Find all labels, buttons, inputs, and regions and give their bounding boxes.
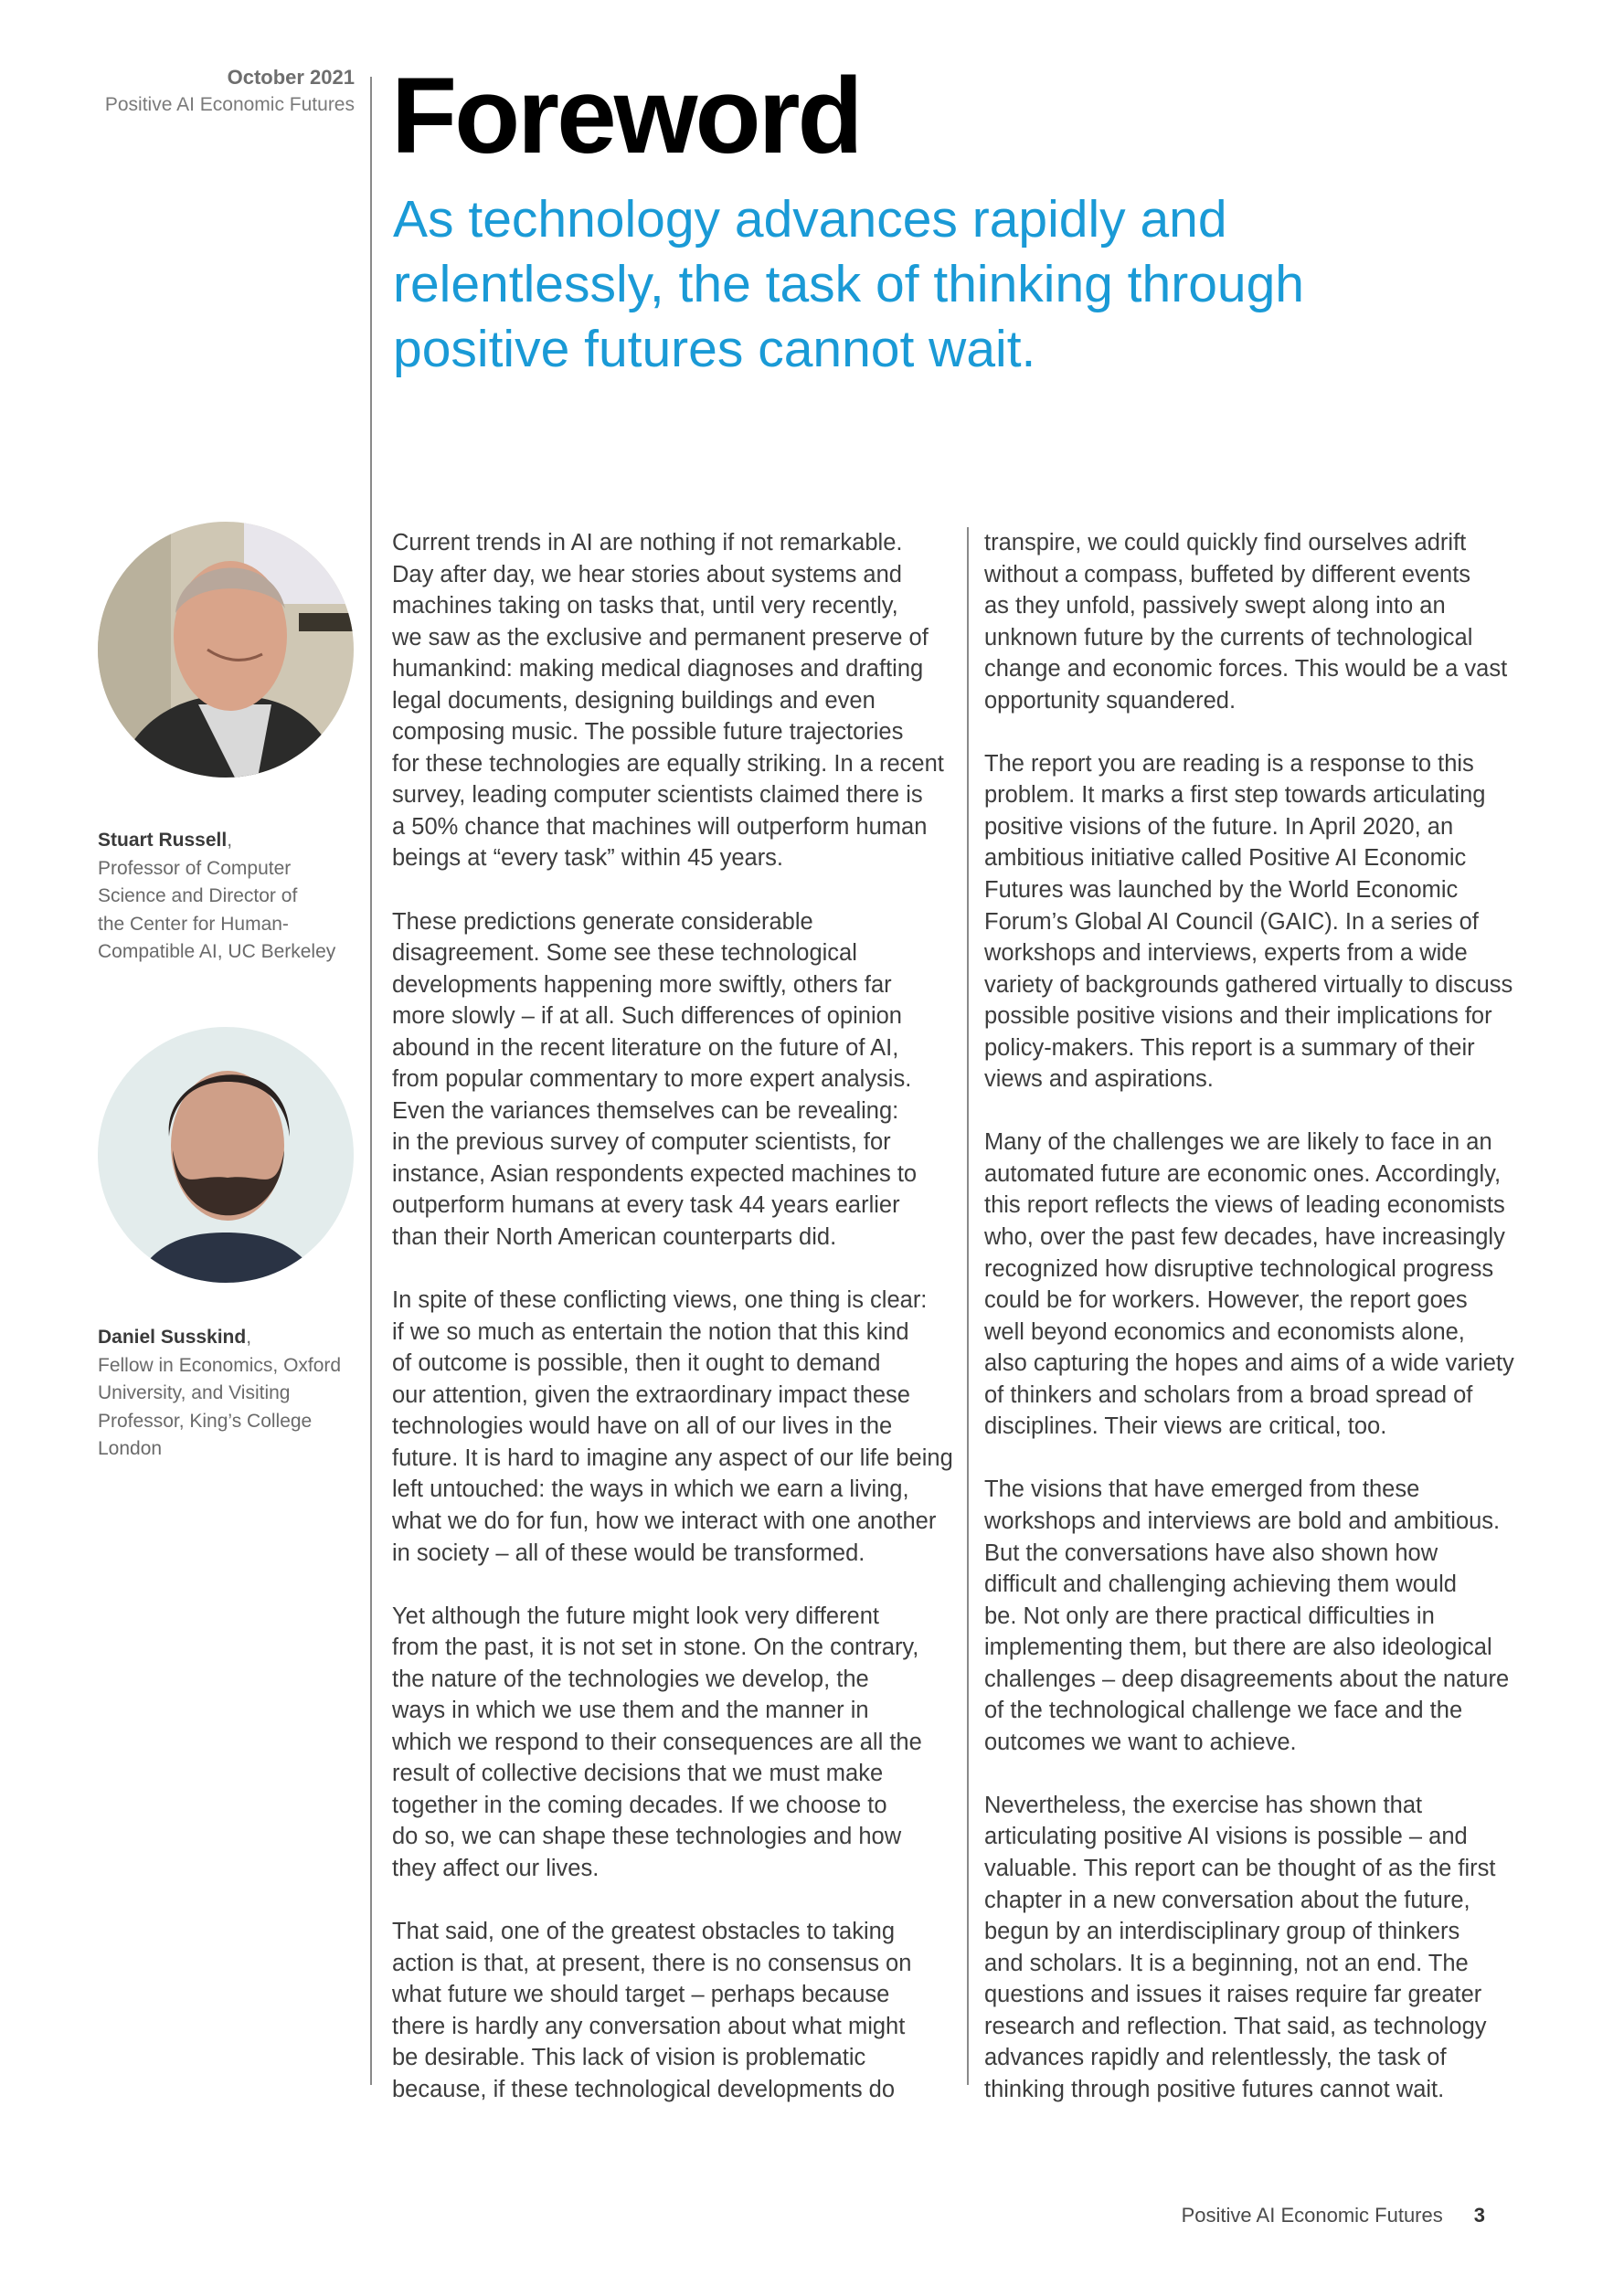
body-text-line: outcomes we want to achieve. [984, 1729, 1297, 1755]
body-text-line: of outcome is possible, then it ought to demand [392, 1350, 881, 1377]
body-text-line: ambitious initiative called Positive AI Economic [984, 845, 1467, 872]
body-text-line: from the past, it is not set in stone. On the contrary, [392, 1635, 919, 1661]
body-text-line: instance, Asian respondents expected machines to [392, 1160, 918, 1187]
body-text-line: legal documents, designing buildings and even [392, 687, 876, 714]
author-role-line: Professor of Computer [98, 857, 292, 879]
body-text-line: advances rapidly and relentlessly, the task of [984, 2045, 1447, 2071]
body-text-line: outperform humans at every task 44 years earlier [392, 1192, 900, 1219]
body-text-line: technologies would have on all of our lives in the [392, 1413, 893, 1440]
page-subtitle [393, 187, 1490, 382]
body-text-line: machines taking on tasks that, until very recently, [392, 593, 898, 619]
body-text-line: change and economic forces. This would be a vast [984, 656, 1508, 682]
body-text-line: research and reflection. That said, as technology [984, 2013, 1487, 2039]
author-caption-daniel-susskind [98, 1324, 363, 1464]
body-text-line: future. It is hard to imagine any aspect of our life being [392, 1444, 953, 1471]
body-text-line: left untouched: the ways in which we earn a living, [392, 1476, 909, 1503]
body-paragraph [984, 1474, 1560, 1758]
page-footer [1182, 2204, 1485, 2227]
name-suffix: , [246, 1327, 252, 1348]
page-title: Foreword [391, 56, 861, 176]
body-text-line: because, if these technological developments do [392, 2076, 896, 2102]
body-paragraph [392, 527, 954, 874]
body-text-line: disciplines. Their views are critical, too. [984, 1413, 1387, 1440]
body-text-line: developments happening more swiftly, others far [392, 971, 892, 998]
body-text-line: opportunity squandered. [984, 687, 1237, 714]
body-text-line: could be for workers. However, the report goes [984, 1287, 1468, 1314]
body-text-line: they affect our lives. [392, 1855, 600, 1881]
body-text-line: in society – all of these would be transformed. [392, 1539, 865, 1566]
footer-publication: Positive AI Economic Futures [1181, 2204, 1443, 2227]
body-text-line: Nevertheless, the exercise has shown that [984, 1792, 1423, 1818]
author-photo-stuart-russell [98, 522, 354, 778]
body-text-line: together in the coming decades. If we choose to [392, 1792, 887, 1818]
body-text-line: as they unfold, passively swept along into an [984, 593, 1446, 619]
body-paragraph [392, 906, 954, 1254]
body-text-line: ways in which we use them and the manner in [392, 1698, 869, 1724]
author-role-line: Fellow in Economics, Oxford [98, 1354, 342, 1376]
body-text-line: articulating positive AI visions is possible – and [984, 1824, 1468, 1850]
body-text-line: beings at “every task” within 45 years. [392, 845, 784, 872]
body-text-line: result of collective decisions that we must make [392, 1761, 884, 1787]
body-text-line: Futures was launched by the World Economic [984, 877, 1459, 904]
body-paragraph [984, 1127, 1560, 1442]
body-text-line: survey, leading computer scientists claimed there is [392, 782, 923, 809]
body-text-line: Day after day, we hear stories about systems and [392, 561, 902, 587]
body-column-right [984, 527, 1560, 2105]
body-paragraph [984, 527, 1560, 716]
body-text-line: The report you are reading is a response to this [984, 750, 1474, 777]
author-caption-stuart-russell [98, 827, 363, 967]
body-text-line: composing music. The possible future trajectories [392, 719, 904, 746]
body-text-line: we saw as the exclusive and permanent preserve of [392, 624, 929, 651]
document-meta [105, 64, 355, 119]
body-text-line: variety of backgrounds gathered virtually to discuss [984, 971, 1513, 998]
body-text-line: this report reflects the views of leading economists [984, 1192, 1505, 1219]
body-text-line: action is that, at present, there is no consensus on [392, 1950, 912, 1976]
body-text-line: also capturing the hopes and aims of a wide variety [984, 1350, 1514, 1377]
portrait-photo-icon [98, 1027, 354, 1283]
author-role-line: Compatible AI, UC Berkeley [98, 941, 336, 962]
body-text-line: who, over the past few decades, have increasingly [984, 1224, 1505, 1251]
body-text-line: These predictions generate considerable [392, 908, 813, 935]
body-text-line: begun by an interdisciplinary group of thinkers [984, 1919, 1460, 1945]
body-paragraph [984, 1790, 1560, 2105]
body-text-line: policy-makers. This report is a summary of their [984, 1034, 1475, 1061]
author-role-line: University, and Visiting [98, 1382, 291, 1403]
body-paragraph [392, 1916, 954, 2105]
body-text-line: be. Not only are there practical difficulties in [984, 1603, 1435, 1629]
body-paragraph [392, 1601, 954, 1885]
report-date: October 2021 [227, 66, 355, 89]
body-text-line: workshops and interviews, experts from a wide [984, 940, 1468, 967]
body-text-line: unknown future by the currents of technological [984, 624, 1473, 651]
body-text-line: Forum’s Global AI Council (GAIC). In a series of [984, 908, 1479, 935]
body-text-line: Yet although the future might look very different [392, 1603, 880, 1629]
body-text-line: disagreement. Some see these technological [392, 940, 857, 967]
body-text-line: our attention, given the extraordinary impact these [392, 1381, 910, 1408]
body-text-line: workshops and interviews are bold and ambitious. [984, 1508, 1501, 1534]
body-text-line: valuable. This report can be thought of as the first [984, 1855, 1496, 1881]
body-text-line: be desirable. This lack of vision is problematic [392, 2045, 866, 2071]
body-paragraph [392, 1285, 954, 1569]
body-text-line: But the conversations have also shown how [984, 1539, 1438, 1566]
body-text-line: difficult and challenging achieving them would [984, 1571, 1457, 1598]
body-text-line: recognized how disruptive technological progress [984, 1255, 1494, 1282]
body-text-line: That said, one of the greatest obstacles to taking [392, 1919, 896, 1945]
body-paragraph [984, 748, 1560, 1095]
body-text-line: positive visions of the future. In April 2020, an [984, 813, 1454, 840]
body-text-line: possible positive visions and their implications for [984, 1003, 1492, 1030]
body-text-line: well beyond economics and economists alone, [984, 1318, 1465, 1345]
subtitle-line: As technology advances rapidly and [393, 190, 1227, 249]
author-role-line: London [98, 1438, 163, 1459]
body-text-line: for these technologies are equally striking. In a recent [392, 750, 944, 777]
body-text-line: humankind: making medical diagnoses and drafting [392, 656, 924, 682]
page-number: 3 [1473, 2204, 1485, 2227]
author-name: Stuart Russell [98, 830, 228, 851]
body-text-line: of the technological challenge we face and the [984, 1698, 1463, 1724]
body-column-left [392, 527, 954, 2105]
author-role-line: Science and Director of [98, 885, 298, 906]
body-text-line: In spite of these conflicting views, one thing is clear: [392, 1287, 928, 1314]
body-text-line: what we do for fun, how we interact with one another [392, 1508, 937, 1534]
body-text-line: from popular commentary to more expert analysis. [392, 1066, 912, 1093]
author-role-line: the Center for Human- [98, 913, 289, 935]
body-text-line: of thinkers and scholars from a broad spread of [984, 1381, 1473, 1408]
body-text-line: questions and issues it raises require far greater [984, 1982, 1482, 2008]
body-text-line: without a compass, buffeted by different events [984, 561, 1471, 587]
body-text-line: challenges – deep disagreements about the nature [984, 1666, 1510, 1692]
body-text-line: than their North American counterparts did. [392, 1224, 837, 1251]
body-text-line: in the previous survey of computer scientists, for [392, 1129, 891, 1156]
body-text-line: The visions that have emerged from these [984, 1476, 1420, 1503]
body-text-line: the nature of the technologies we develop, the [392, 1666, 869, 1692]
body-text-line: transpire, we could quickly find ourselves adrift [984, 530, 1467, 555]
body-text-line: which we respond to their consequences are all the [392, 1729, 922, 1755]
author-name: Daniel Susskind [98, 1327, 247, 1348]
body-text-line: chapter in a new conversation about the future, [984, 1887, 1470, 1913]
body-text-line: abound in the recent literature on the future of AI, [392, 1034, 899, 1061]
portrait-photo-icon [98, 522, 354, 778]
body-text-line: Many of the challenges we are likely to face in an [984, 1129, 1492, 1156]
body-text-line: implementing them, but there are also ideological [984, 1635, 1492, 1661]
subtitle-line: relentlessly, the task of thinking through [393, 255, 1304, 313]
body-text-line: Current trends in AI are nothing if not remarkable. [392, 530, 903, 555]
author-role-line: Professor, King’s College [98, 1410, 313, 1432]
body-text-line: if we so much as entertain the notion that this kind [392, 1318, 909, 1345]
body-text-line: a 50% chance that machines will outperform human [392, 813, 928, 840]
body-text-line: what future we should target – perhaps because [392, 1982, 890, 2008]
body-text-line: automated future are economic ones. Accordingly, [984, 1160, 1502, 1187]
publication-name: Positive AI Economic Futures [104, 94, 355, 115]
author-photo-daniel-susskind [98, 1027, 354, 1283]
name-suffix: , [227, 830, 233, 851]
body-text-line: and scholars. It is a beginning, not an end. The [984, 1950, 1469, 1976]
subtitle-line: positive futures cannot wait. [393, 320, 1036, 378]
body-text-line: views and aspirations. [984, 1066, 1214, 1093]
body-text-line: thinking through positive futures cannot wait. [984, 2076, 1445, 2102]
left-divider [370, 77, 372, 2085]
body-text-line: more slowly – if at all. Such differences of opinion [392, 1003, 902, 1030]
body-text-line: there is hardly any conversation about what might [392, 2013, 906, 2039]
body-text-line: Even the variances themselves can be revealing: [392, 1097, 899, 1124]
column-divider [967, 527, 969, 2085]
body-text-line: do so, we can shape these technologies and how [392, 1824, 902, 1850]
body-text-line: problem. It marks a first step towards articulating [984, 782, 1486, 809]
